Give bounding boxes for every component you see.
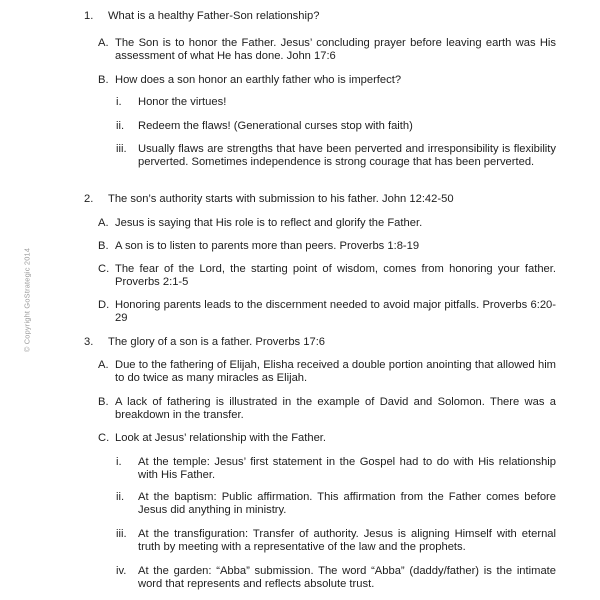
outline-item-3c-iii xyxy=(116,528,556,555)
item-marker: ii. xyxy=(116,491,125,503)
item-text: At the garden: “Abba” submission. The word “Abba” (daddy/father) is the intimate word that represents and reflects absolute trust. xyxy=(138,565,556,591)
outline-item-2 xyxy=(84,193,554,206)
outline-item-1b-i xyxy=(116,96,556,109)
item-marker: iii. xyxy=(116,143,127,155)
item-marker: ii. xyxy=(116,120,125,132)
item-text: The Son is to honor the Father. Jesus’ concluding prayer before leaving earth was His assessment of what He has done. John 17:6 xyxy=(115,37,556,63)
item-marker: A. xyxy=(98,37,109,49)
outline-item-1a xyxy=(98,37,556,64)
item-text: Due to the fathering of Elijah, Elisha received a double portion anointing that allowed him to do twice as many miracles as Elijah. xyxy=(115,359,556,385)
outline-item-2c xyxy=(98,263,556,290)
item-text: At the transfiguration: Transfer of authority. Jesus is aligning Himself with eternal truth by meeting with a representative of the law and the prophets. xyxy=(138,528,556,554)
outline-item-2d xyxy=(98,299,556,326)
item-marker: iv. xyxy=(116,565,127,577)
outline-item-1 xyxy=(84,10,554,23)
item-text: Look at Jesus’ relationship with the Father. xyxy=(115,432,327,444)
item-text: Honor the virtues! xyxy=(138,96,227,108)
item-text: Jesus is saying that His role is to reflect and glorify the Father. xyxy=(115,217,423,229)
item-text: At the temple: Jesus’ first statement in the Gospel had to do with His relationship with His Father. xyxy=(138,456,556,482)
item-marker: i. xyxy=(116,456,122,468)
item-marker: A. xyxy=(98,217,109,229)
item-marker: D. xyxy=(98,299,110,311)
outline-item-3c xyxy=(98,432,556,445)
outline-item-3c-ii xyxy=(116,491,556,518)
item-text: Usually flaws are strengths that have been perverted and irresponsibility is flexibility perverted. Sometimes independence is strong courage that has been perverted. xyxy=(138,143,556,169)
item-marker: 1. xyxy=(84,10,94,22)
outline-item-3b xyxy=(98,396,556,423)
outline-item-2a xyxy=(98,217,556,230)
copyright-notice: © Copyright GoStrategic 2014 xyxy=(22,247,32,353)
item-marker: B. xyxy=(98,74,109,86)
item-text: The son’s authority starts with submission to his father. John 12:42-50 xyxy=(108,193,454,205)
item-text: What is a healthy Father-Son relationship? xyxy=(108,10,320,22)
item-marker: B. xyxy=(98,240,109,252)
item-text: The fear of the Lord, the starting point of wisdom, comes from honoring your father. Proverbs 2:1-5 xyxy=(115,263,556,289)
item-text: A son is to listen to parents more than peers. Proverbs 1:8-19 xyxy=(115,240,420,252)
item-marker: 3. xyxy=(84,336,94,348)
item-marker: iii. xyxy=(116,528,127,540)
outline-item-1b-iii xyxy=(116,143,556,170)
outline-item-3c-i xyxy=(116,456,556,483)
item-text: Redeem the flaws! (Generational curses stop with faith) xyxy=(138,120,413,132)
outline-item-3c-iv xyxy=(116,565,556,592)
item-text: The glory of a son is a father. Proverbs 17:6 xyxy=(108,336,326,348)
item-text: At the baptism: Public affirmation. This affirmation from the Father comes before Jesus did anything in ministry. xyxy=(138,491,556,517)
outline-item-2b xyxy=(98,240,556,253)
outline-item-1b-ii xyxy=(116,120,556,133)
item-text: Honoring parents leads to the discernment needed to avoid major pitfalls. Proverbs 6:20-29 xyxy=(115,299,556,325)
item-marker: C. xyxy=(98,263,110,275)
item-text: A lack of fathering is illustrated in the example of David and Solomon. There was a breakdown in the transfer. xyxy=(115,396,556,422)
item-marker: 2. xyxy=(84,193,94,205)
outline-item-3 xyxy=(84,336,554,349)
item-marker: A. xyxy=(98,359,109,371)
item-marker: i. xyxy=(116,96,122,108)
outline-item-1b xyxy=(98,74,556,87)
item-marker: C. xyxy=(98,432,110,444)
outline-item-3a xyxy=(98,359,556,386)
item-text: How does a son honor an earthly father who is imperfect? xyxy=(115,74,402,86)
item-marker: B. xyxy=(98,396,109,408)
